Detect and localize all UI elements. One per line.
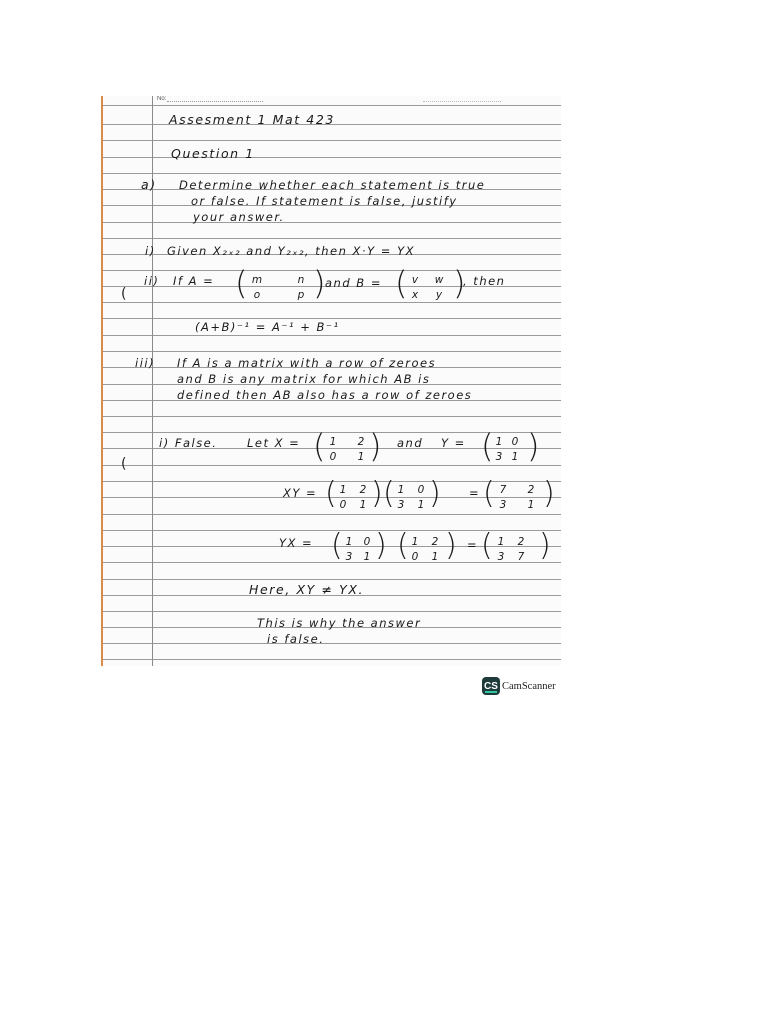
xy-label: XY = [283,486,318,500]
part-a-line2: or false. If statement is false, justify [191,194,458,208]
margin-mark: ( [121,286,127,302]
matrix-a-cell: o [253,289,261,301]
matrix-cell: 2 [517,536,525,548]
matrix-cell: 0 [417,484,425,496]
matrix-a-cell: m [251,274,263,286]
paren: ) [539,528,551,563]
item-iii-line1: If A is a matrix with a row of zeroes [177,356,437,370]
matrix-x-cell: 1 [329,436,337,448]
item-ii-equation: (A+B)⁻¹ = A⁻¹ + B⁻¹ [195,320,340,334]
no-field [167,101,263,102]
paren: ) [429,476,441,511]
matrix-a-cell: n [297,274,305,286]
matrix-y-right-paren: ) [527,427,540,465]
matrix-cell: 2 [431,536,439,548]
item-i-text: Given X₂ₓ₂ and Y₂ₓ₂, then X·Y = YX [167,244,415,258]
answer-let: Let X = [247,436,301,450]
matrix-cell: 0 [363,536,371,548]
here-statement: Here, XY ≠ YX. [249,582,365,597]
answer-label: i) False. [159,436,218,450]
matrix-y-cell: 1 [495,436,503,448]
matrix-cell: 1 [359,499,367,511]
camscanner-logo-icon: CS [482,677,500,695]
matrix-a-right-paren: ) [313,264,326,302]
date-field [423,101,501,102]
item-ii-suffix: , then [463,274,506,288]
matrix-b-cell: v [411,274,419,286]
matrix-cell: 1 [527,499,535,511]
matrix-b-cell: x [411,289,419,301]
no-label: No: [157,96,167,102]
matrix-y-cell: 3 [495,451,503,463]
camscanner-watermark [482,677,556,695]
paren: ) [371,476,383,511]
matrix-cell: 1 [363,551,371,563]
part-a-label: a) [141,177,157,192]
page-edge-strip [101,96,103,666]
matrix-cell: 2 [359,484,367,496]
matrix-cell: 1 [339,484,347,496]
xy-equals: = [469,486,481,500]
matrix-cell: 1 [411,536,419,548]
conclusion-line1: This is why the answer [257,616,422,630]
matrix-y-left-paren: ( [481,427,494,465]
matrix-x-cell: 0 [329,451,337,463]
matrix-b-cell: w [434,274,444,286]
answer-y-eq: Y = [441,436,466,450]
matrix-y-cell: 0 [511,436,519,448]
matrix-y-cell: 1 [511,451,519,463]
paren: ) [543,476,555,511]
matrix-cell: 0 [411,551,419,563]
paren: ( [383,476,395,511]
item-iii-label: iii) [135,356,156,370]
matrix-x-cell: 1 [357,451,365,463]
paren: ( [325,476,337,511]
matrix-cell: 3 [499,499,507,511]
paren: ( [483,476,495,511]
matrix-cell: 2 [527,484,535,496]
matrix-cell: 7 [499,484,507,496]
matrix-b-right-paren: ) [453,264,466,302]
question-heading: Question 1 [171,146,255,161]
paren: ( [397,528,409,563]
matrix-cell: 1 [397,484,405,496]
matrix-a-left-paren: ( [235,264,248,302]
item-i-label: i) [145,244,156,258]
answer-and: and [397,436,424,450]
yx-equals: = [467,538,479,552]
matrix-cell: 3 [345,551,353,563]
paren: ) [375,528,387,563]
matrix-cell: 0 [339,499,347,511]
matrix-a-cell: p [297,289,305,301]
item-ii-mid: and B = [325,276,382,290]
matrix-cell: 1 [417,499,425,511]
item-ii-label: ii) [144,274,160,288]
matrix-b-left-paren: ( [395,264,408,302]
item-ii-prefix: If A = [173,274,215,288]
matrix-cell: 1 [345,536,353,548]
matrix-x-cell: 2 [357,436,365,448]
matrix-b-cell: y [435,289,443,301]
item-iii-line2: and B is any matrix for which AB is [177,372,431,386]
paren: ( [331,528,343,563]
notebook-page [101,96,561,666]
part-a-line3: your answer. [193,210,285,224]
yx-label: YX = [279,536,314,550]
matrix-cell: 1 [431,551,439,563]
matrix-cell: 7 [517,551,525,563]
margin-mark: ( [121,456,127,472]
matrix-cell: 3 [497,551,505,563]
matrix-x-right-paren: ) [369,427,382,465]
paren: ( [481,528,493,563]
conclusion-line2: is false. [267,632,325,646]
item-iii-line3: defined then AB also has a row of zeroes [177,388,473,402]
matrix-x-left-paren: ( [313,427,326,465]
part-a-line1: Determine whether each statement is true [179,178,486,192]
camscanner-text: CamScanner [502,680,556,692]
page-title: Assesment 1 Mat 423 [169,112,335,127]
matrix-cell: 1 [497,536,505,548]
matrix-cell: 3 [397,499,405,511]
paren: ) [445,528,457,563]
